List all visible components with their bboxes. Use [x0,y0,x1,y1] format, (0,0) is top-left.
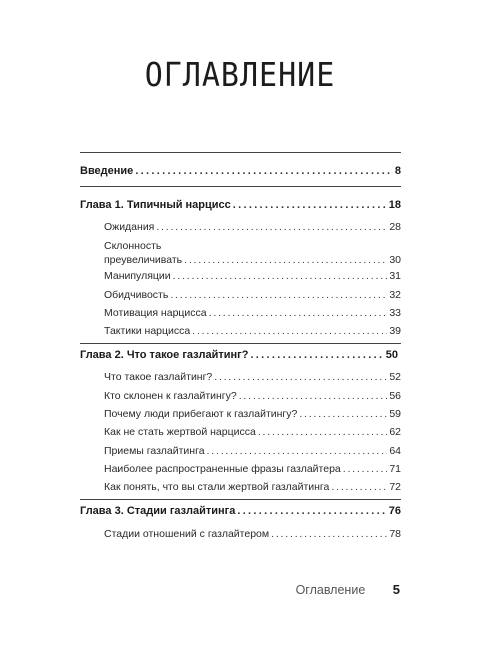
toc-entry-section[interactable] [104,481,401,493]
toc-rule-2 [80,343,401,344]
toc-entry-title: Манипуляции [104,270,171,282]
leader-dots [209,307,388,319]
toc-entry-section[interactable] [104,239,401,267]
leader-dots [250,349,383,361]
toc-entry-page: 72 [389,481,401,493]
toc-entry-page: 33 [389,307,401,319]
leader-dots [184,253,387,267]
toc-entry-title: Наиболее распространенные фразы газлайтера [104,463,341,475]
toc-entry-title: Ожидания [104,221,155,233]
leader-dots [343,463,388,475]
leader-dots [156,221,387,233]
page-title: ОГЛАВЛЕНИЕ [144,56,336,95]
toc-entry-page: 28 [389,221,401,233]
toc-entry-section[interactable] [104,390,401,402]
toc-entry-title: Как не стать жертвой нарцисса [104,426,256,438]
toc-entry-chapter-3[interactable] [80,505,401,517]
toc-entry-title: Глава 3. Стадии газлайтинга [80,505,236,517]
toc-entry-page: 62 [389,426,401,438]
toc-entry-page: 32 [389,289,401,301]
toc-entry-intro[interactable] [80,165,401,177]
toc-entry-section[interactable] [104,289,401,301]
leader-dots [173,270,388,282]
leader-dots [331,481,387,493]
toc-entry-chapter-1[interactable] [80,199,401,211]
toc-entry-page: 76 [388,505,401,517]
leader-dots [135,165,393,177]
leader-dots [192,325,387,337]
toc-rule-1 [80,186,401,187]
leader-dots [258,426,387,438]
toc-entry-chapter-2[interactable] [80,349,398,361]
toc-entry-title: Глава 1. Типичный нарцисс [80,199,231,211]
leader-dots [207,445,388,457]
leader-dots [233,199,387,211]
toc-entry-section[interactable] [104,463,401,475]
leader-dots [239,390,388,402]
toc-entry-section[interactable] [104,445,401,457]
toc-entry-title: Приемы газлайтинга [104,445,205,457]
toc-rule-3 [80,499,401,500]
leader-dots [271,528,387,540]
toc-entry-section[interactable] [104,325,401,337]
toc-entry-title-line2: преувеличивать [104,254,183,266]
toc-entry-page: 18 [388,199,401,211]
toc-entry-page: 39 [389,325,401,337]
toc-entry-page: 59 [389,408,401,420]
toc-entry-section[interactable] [104,371,401,383]
toc-entry-title: Мотивация нарцисса [104,307,207,319]
leader-dots [170,289,387,301]
toc-entry-title: Что такое газлайтинг? [104,371,213,383]
toc-entry-section[interactable] [104,270,401,282]
toc-entry-title: Обидчивость [104,289,169,301]
toc-entry-page: 50 [385,349,398,361]
toc-entry-page: 31 [389,270,401,282]
toc-entry-section[interactable] [104,426,401,438]
toc-entry-page: 56 [389,390,401,402]
toc-top-rule [80,152,401,153]
footer-title: Оглавление [295,583,366,597]
page-footer [0,582,400,597]
toc-entry-section[interactable] [104,528,401,540]
toc-entry-title: Кто склонен к газлайтингу? [104,390,237,402]
toc-entry-title: Стадии отношений с газлайтером [104,528,270,540]
toc-entry-title: Почему люди прибегают к газлайтингу? [104,408,298,420]
toc-entry-page: 78 [389,528,401,540]
leader-dots [237,505,386,517]
leader-dots [214,371,387,383]
toc-entry-section[interactable] [104,408,401,420]
toc-entry-title: Глава 2. Что такое газлайтинг? [80,349,249,361]
toc-entry-title: Как понять, что вы стали жертвой газлайтинга [104,481,330,493]
toc-entry-page: 71 [389,463,401,475]
toc-entry-section[interactable] [104,221,401,233]
toc-entry-page: 64 [389,445,401,457]
leader-dots [299,408,387,420]
toc-entry-section[interactable] [104,307,401,319]
toc-entry-page: 30 [389,254,401,266]
toc-entry-title-line1: Склонность [104,240,162,252]
toc-entry-title: Тактики нарцисса [104,325,191,337]
toc-entry-page: 8 [394,165,401,177]
page-number: 5 [392,582,400,597]
toc-entry-page: 52 [389,371,401,383]
toc-entry-title: Введение [80,165,134,177]
